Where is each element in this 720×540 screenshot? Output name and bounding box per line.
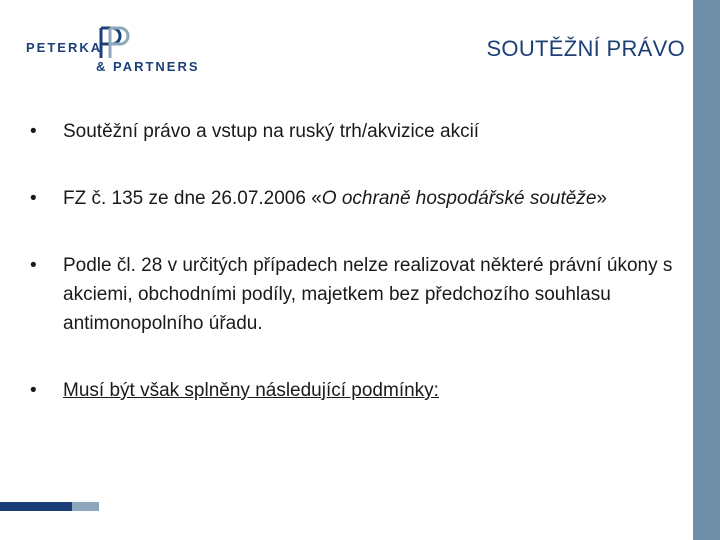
bullet-text: Podle čl. 28 v určitých případech nelze realizovat některé právní úkony s akciemi, obchodními podíly, majetkem bez předchozího souhlasu antimonopolního úřadu. (63, 255, 673, 334)
company-logo (26, 22, 206, 78)
bottom-accent-bar-light (72, 502, 99, 511)
logo-word-peterka: PETERKA (26, 40, 103, 55)
law-reference-closing: » (596, 188, 607, 209)
list-item (30, 117, 680, 146)
bullet-text: Soutěžní právo a vstup na ruský trh/akvizice akcií (63, 121, 480, 142)
bullet-list (30, 117, 680, 405)
bottom-accent-bar-dark (0, 502, 72, 511)
bullet-icon: • (30, 188, 37, 209)
list-item (30, 251, 680, 338)
law-title-italic: O ochraně hospodářské soutěže (321, 188, 597, 209)
bullet-icon: • (30, 121, 37, 142)
list-item (30, 376, 680, 405)
list-item (30, 184, 680, 213)
logo-word-partners: & PARTNERS (96, 59, 200, 74)
conditions-heading: Musí být však splněny následující podmínky: (63, 380, 439, 401)
law-reference-text: FZ č. 135 ze dne 26.07.2006 « (63, 188, 322, 209)
pp-monogram-icon (98, 26, 130, 60)
bullet-icon: • (30, 380, 37, 401)
right-decorative-bar (693, 0, 720, 540)
bullet-icon: • (30, 255, 37, 276)
slide-title: SOUTĚŽNÍ PRÁVO (486, 36, 685, 61)
